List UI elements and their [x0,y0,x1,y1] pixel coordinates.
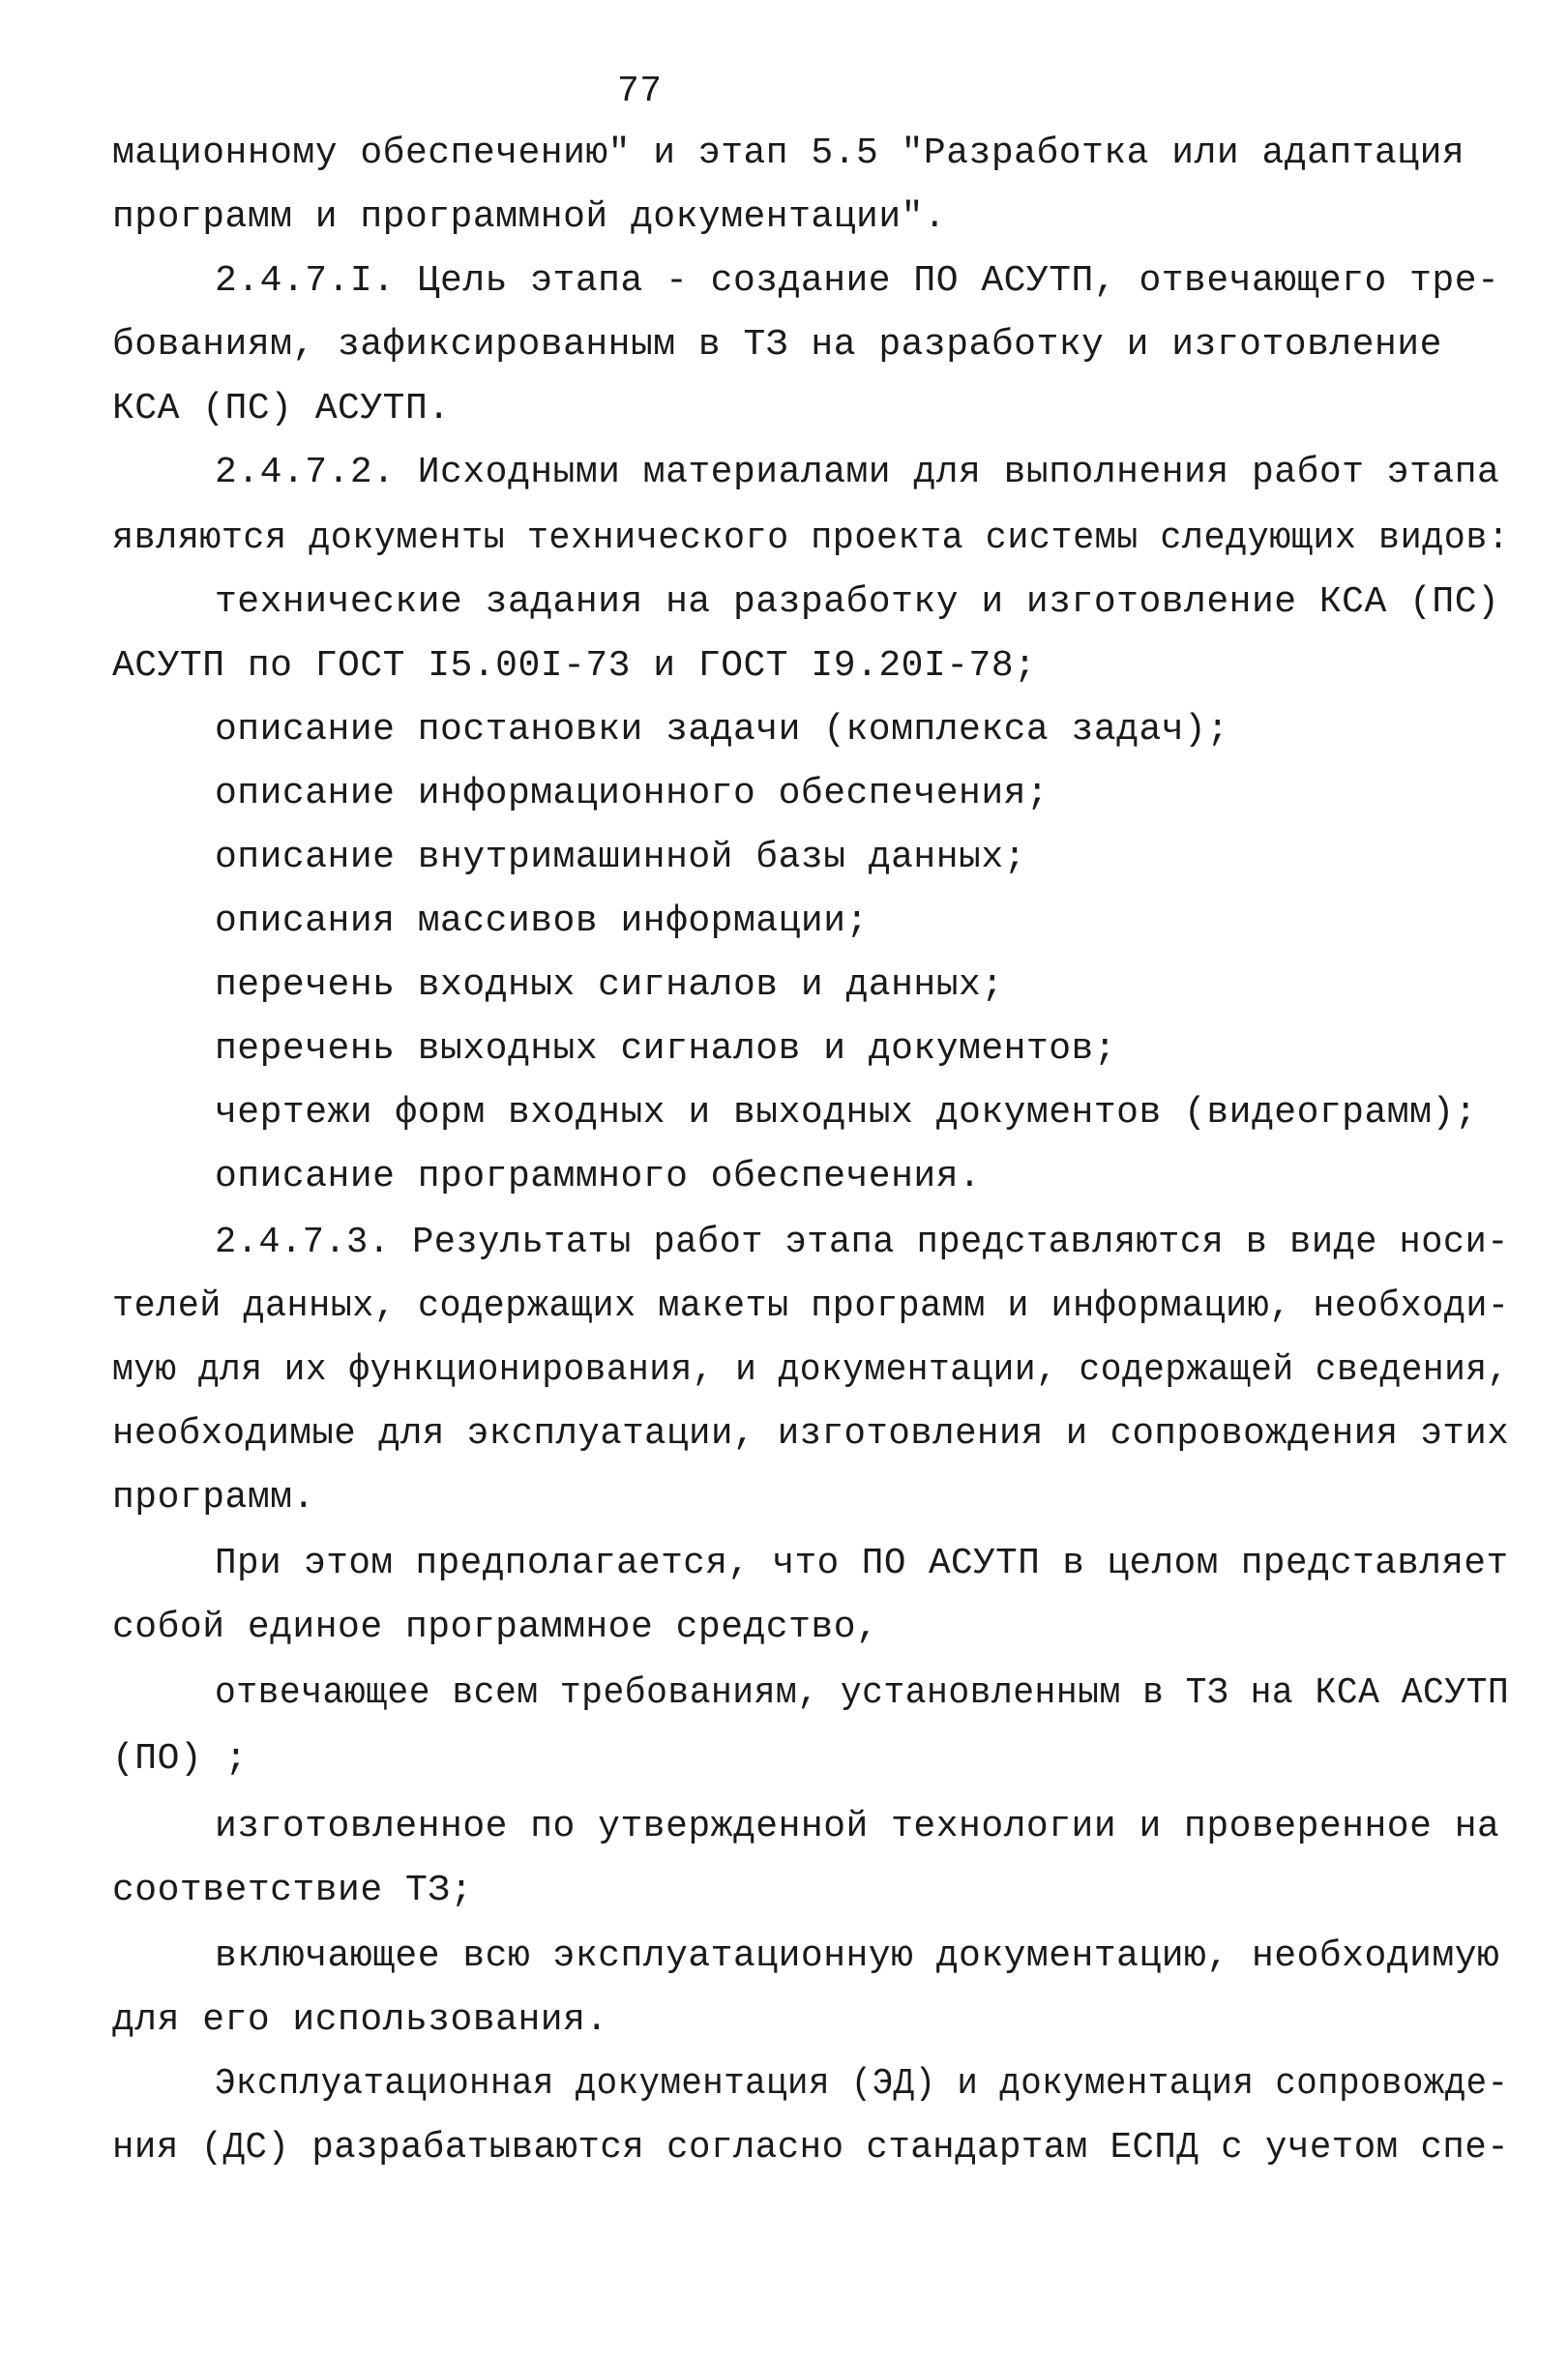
text-line: 2.4.7.I. Цель этапа - создание ПО АСУТП, отвечающего тре- [215,260,1500,302]
text-line: КСА (ПС) АСУТП. [112,388,451,429]
text-line: бованиям, зафиксированным в ТЗ на разработку и изготовление [112,324,1442,366]
text-line: программ. [112,1477,315,1519]
text-line: описание внутримашинной базы данных; [215,837,1026,878]
text-line: соответствие ТЗ; [112,1870,473,1911]
text-line: Эксплуатационная документация (ЭД) и документация сопровожде- [215,2063,1509,2105]
text-line: описание программного обеспечения. [215,1156,982,1197]
text-line: (ПО) ; [112,1738,248,1780]
text-line: 2.4.7.3. Результаты работ этапа представляются в виде носи- [215,1222,1509,1263]
text-line: При этом предполагается, что ПО АСУТП в целом представляет [215,1543,1509,1584]
text-line: изготовленное по утвержденной технологии и проверенное на [215,1806,1500,1847]
page-number: 77 [617,71,663,112]
text-line: мационному обеспечению" и этап 5.5 "Разработка или адаптация [112,133,1465,174]
text-line: отвечающее всем требованиям, установленным в ТЗ на КСА АСУТП [215,1672,1510,1714]
text-line: необходимые для эксплуатации, изготовления и сопровождения этих [112,1413,1510,1455]
text-line: описание постановки задачи (комплекса задач); [215,709,1229,751]
text-line: включающее всю эксплуатационную документацию, необходимую [215,1935,1500,1977]
text-line: мую для их функционирования, и документации, содержащей сведения, [112,1349,1509,1391]
text-line: перечень выходных сигналов и документов; [215,1028,1117,1070]
text-line: чертежи форм входных и выходных документов (видеограмм); [215,1092,1478,1134]
text-line: АСУТП по ГОСТ I5.00I-73 и ГОСТ I9.20I-78; [112,645,1037,687]
text-line: 2.4.7.2. Исходными материалами для выполнения работ этапа [215,452,1500,493]
text-line: являются документы технического проекта системы следующих видов: [112,517,1510,559]
text-line: технические задания на разработку и изготовление КСА (ПС) [215,581,1500,623]
text-line: ния (ДС) разрабатываются согласно стандартам ЕСПД с учетом спе- [112,2127,1510,2169]
text-line: описание информационного обеспечения; [215,773,1050,814]
text-line: собой единое программное средство, [112,1607,879,1648]
text-line: описания массивов информации; [215,900,869,942]
text-line: для его использования. [112,1999,608,2041]
text-line: телей данных, содержащих макеты программ и информацию, необходи- [112,1285,1510,1327]
text-line: программ и программной документации". [112,196,947,238]
text-line: перечень входных сигналов и данных; [215,964,1004,1006]
